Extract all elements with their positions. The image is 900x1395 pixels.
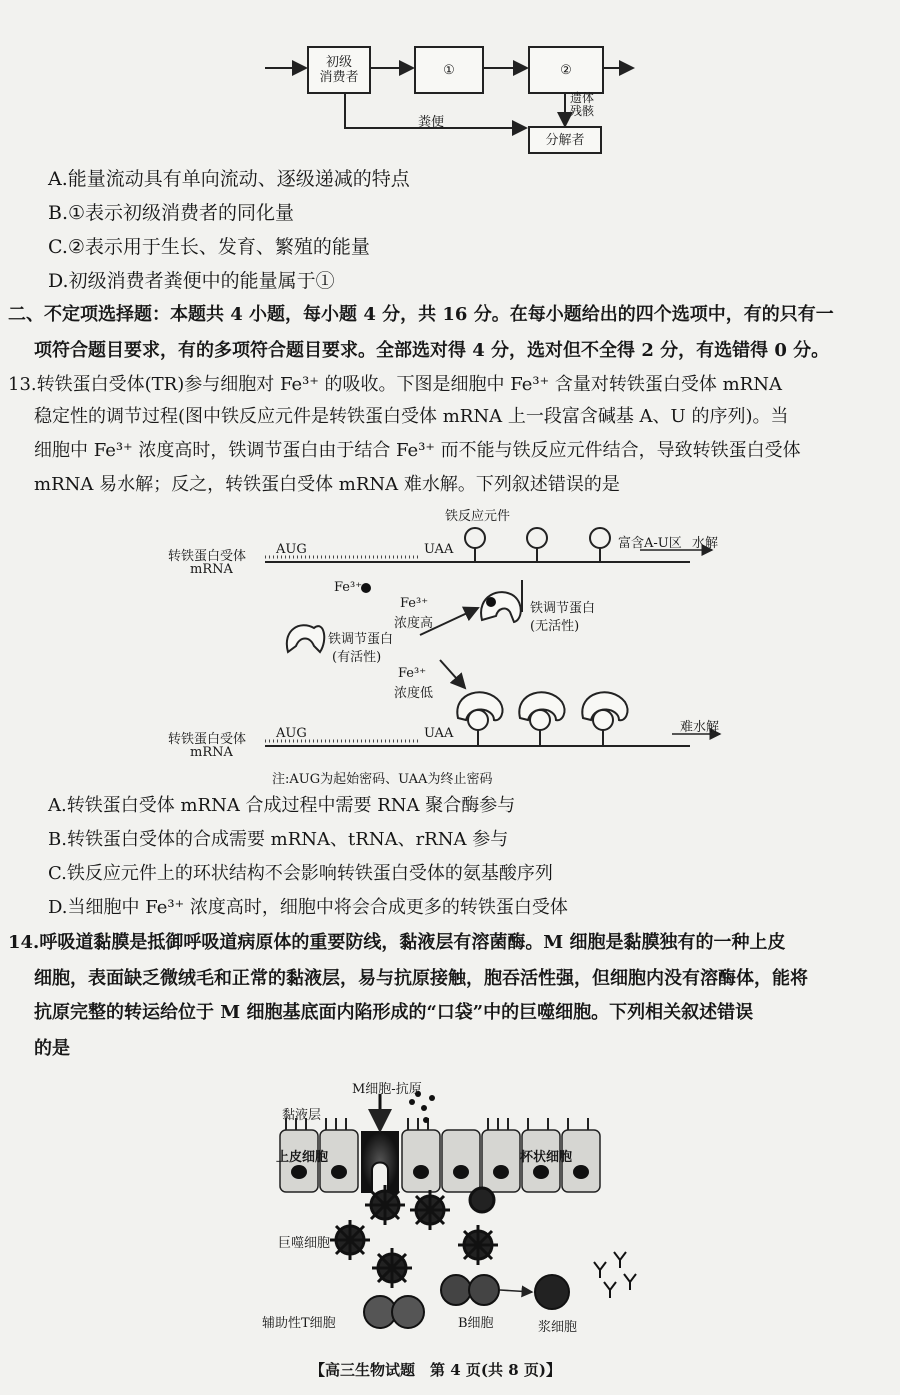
uaa-label-bottom: UAA: [424, 726, 454, 741]
antibodies: [594, 1252, 636, 1298]
ire-label: 铁反应元件: [445, 509, 511, 524]
fe-high-label-2: 浓度高: [394, 616, 434, 631]
fe-high-label-1: Fe³⁺: [400, 596, 429, 611]
fe-label: Fe³⁺: [334, 580, 363, 595]
q13-option-d: D.当细胞中 Fe³⁺ 浓度高时，细胞中将会合成更多的转铁蛋白受体: [48, 897, 568, 918]
section2-header-line1: 二、不定项选择题：本题共 4 小题，每小题 4 分，共 16 分。在每小题给出的四个选项中，有的只有一: [8, 304, 834, 325]
label-goblet: 杯状细胞: [520, 1150, 573, 1165]
box-2: ②: [528, 46, 604, 94]
rich-au-label: 富含A-U区: [618, 536, 682, 551]
uaa-label-top: UAA: [424, 542, 454, 557]
q12-option-d: D.初级消费者粪便中的能量属于①: [48, 270, 335, 292]
label-remains: 遗体 残骸: [570, 91, 595, 118]
fe-low-label-1: Fe³⁺: [398, 666, 427, 681]
q13-line-2: 稳定性的调节过程(图中铁反应元件是转铁蛋白受体 mRNA 上一段富含碱基 A、U 的序列)。当: [34, 406, 789, 427]
q12-option-a: A.能量流动具有单向流动、逐级递减的特点: [48, 168, 410, 190]
q12-option-c: C.②表示用于生长、发育、繁殖的能量: [48, 236, 370, 258]
macrophages: [330, 1185, 498, 1288]
irp-inactive-label-2: (无活性): [530, 619, 580, 634]
irp-active-label-2: (有活性): [332, 650, 382, 665]
q13-line-4: mRNA 易水解；反之，转铁蛋白受体 mRNA 难水解。下列叙述错误的是: [34, 474, 620, 495]
q14-line-4: 的是: [34, 1038, 70, 1059]
label-feces: 粪便: [418, 115, 445, 130]
label-mucus: 黏液层: [282, 1108, 322, 1123]
page-footer: 【高三生物试题 第 4 页(共 8 页)】: [310, 1361, 561, 1379]
q13-line-3: 细胞中 Fe³⁺ 浓度高时，铁调节蛋白由于结合 Fe³⁺ 而不能与铁反应元件结合，导致转铁蛋白受体: [34, 440, 801, 461]
q12-option-b: B.①表示初级消费者的同化量: [48, 202, 295, 224]
irp-inactive-label-1: 铁调节蛋白: [530, 601, 596, 616]
q14-line-2: 细胞，表面缺乏微绒毛和正常的黏液层，易与抗原接触，胞吞活性强，但细胞内没有溶酶体，能将: [34, 968, 808, 989]
label-plasma-cell: 浆细胞: [538, 1320, 578, 1335]
q13-diagram-note: 注:AUG为起始密码、UAA为终止密码: [272, 772, 493, 787]
box-1: ①: [414, 46, 484, 94]
section2-header-line2: 项符合题目要求，有的多项符合题目要求。全部选对得 4 分，选对但不全得 2 分，有选错得 0 分。: [34, 340, 830, 361]
hydrolysis-label: 水解: [692, 536, 719, 551]
box-decomposer: 分解者: [528, 126, 602, 154]
label-helper-t: 辅助性T细胞: [262, 1316, 336, 1331]
mrna-label-top-1: 转铁蛋白受体: [168, 549, 247, 564]
q13-option-c: C.铁反应元件上的环状结构不会影响转铁蛋白受体的氨基酸序列: [48, 863, 553, 884]
q13-option-a: A.转铁蛋白受体 mRNA 合成过程中需要 RNA 聚合酶参与: [48, 795, 516, 816]
label-b-cell: B细胞: [458, 1316, 494, 1331]
box-primary-consumer: 初级 消费者: [307, 46, 371, 94]
hard-hydrolysis-label: 难水解: [680, 720, 720, 735]
mrna-label-bottom-2: mRNA: [190, 745, 233, 760]
irp-active-label-1: 铁调节蛋白: [328, 632, 394, 647]
label-macrophage: 巨噬细胞: [278, 1236, 331, 1251]
mrna-label-bottom-1: 转铁蛋白受体: [168, 732, 247, 747]
aug-label-bottom: AUG: [276, 726, 307, 741]
q14-line-3: 抗原完整的转运给位于 M 细胞基底面内陷形成的“口袋”中的巨噬细胞。下列相关叙述错误: [34, 1002, 754, 1023]
q13-option-b: B.转铁蛋白受体的合成需要 mRNA、tRNA、rRNA 参与: [48, 829, 509, 850]
q13-line-1: 13.转铁蛋白受体(TR)参与细胞对 Fe³⁺ 的吸收。下图是细胞中 Fe³⁺ 含量对转铁蛋白受体 mRNA: [8, 374, 782, 395]
m-cell: [362, 1132, 398, 1192]
mrna-label-top-2: mRNA: [190, 562, 233, 577]
aug-label-top: AUG: [276, 542, 307, 557]
label-m-cell-antigen: M细胞-抗原: [352, 1082, 422, 1097]
fe-low-label-2: 浓度低: [394, 686, 434, 701]
label-epithelium: 上皮细胞: [276, 1150, 329, 1165]
q14-line-1: 14.呼吸道黏膜是抵御呼吸道病原体的重要防线，黏液层有溶菌酶。M 细胞是黏膜独有的一种上皮: [8, 932, 786, 953]
